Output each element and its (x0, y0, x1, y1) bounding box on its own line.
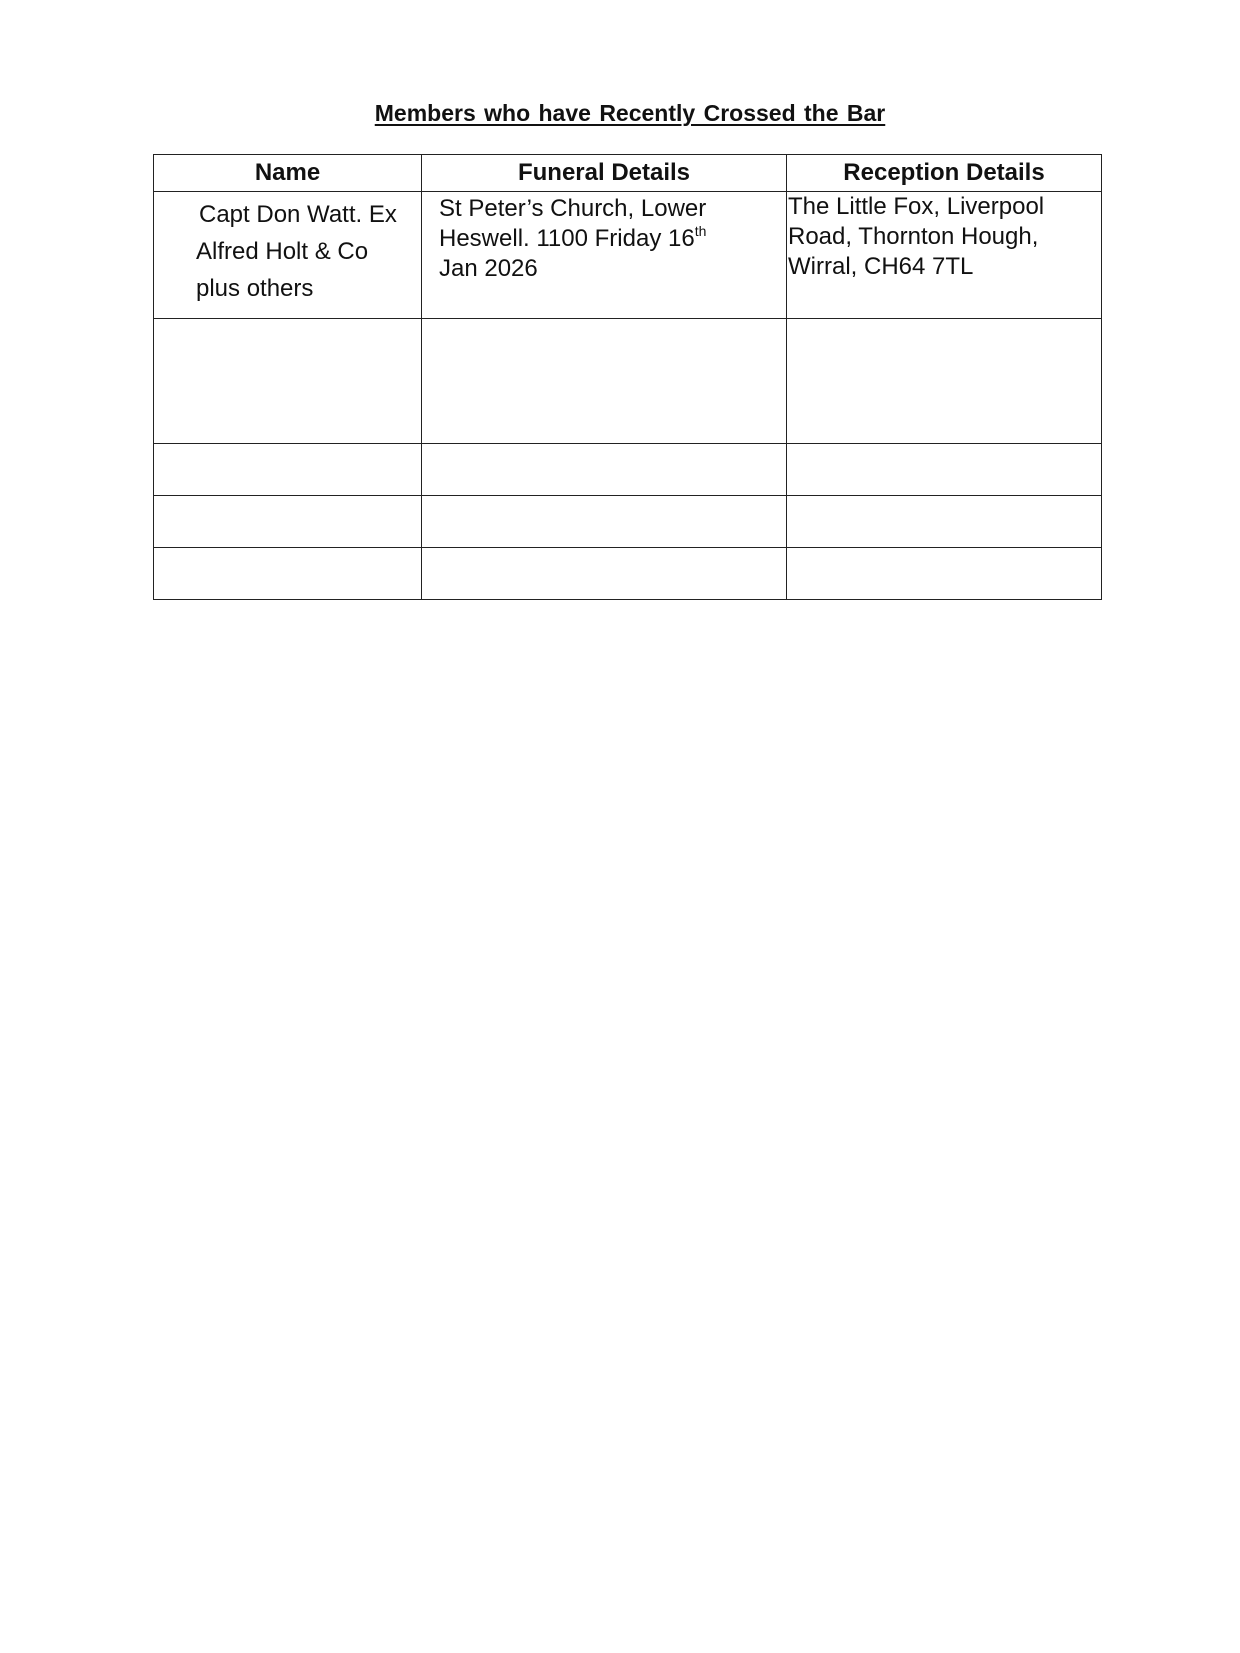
empty-cell (422, 444, 787, 496)
empty-cell (787, 496, 1102, 548)
ordinal-suffix: th (694, 223, 707, 239)
reception-line: Road, Thornton Hough, (788, 223, 1039, 250)
empty-cell (154, 548, 422, 600)
name-line: Capt Don Watt. Ex (199, 201, 397, 228)
column-header-funeral-details: Funeral Details (422, 155, 787, 192)
funeral-line: Jan 2026 (439, 255, 538, 282)
name-cell (154, 192, 422, 319)
empty-cell (154, 496, 422, 548)
table-row-empty (154, 548, 1102, 600)
page-title: Members who have Recently Crossed the Bar (374, 100, 886, 126)
funeral-details-cell (422, 192, 787, 319)
empty-cell (422, 319, 787, 444)
empty-cell (787, 444, 1102, 496)
name-line: plus others (196, 275, 314, 302)
funeral-line (439, 224, 778, 254)
reception-line: The Little Fox, Liverpool (788, 193, 1045, 220)
table-row (154, 192, 1102, 319)
table-header-row (154, 155, 1102, 192)
column-header-reception-details: Reception Details (787, 155, 1102, 192)
table-row-empty (154, 444, 1102, 496)
empty-cell (422, 548, 787, 600)
reception-details-cell (787, 192, 1102, 319)
empty-cell (154, 319, 422, 444)
funeral-date-text: Heswell. 1100 Friday 16 (439, 225, 695, 252)
reception-line: Wirral, CH64 7TL (788, 253, 974, 280)
column-header-name: Name (154, 155, 422, 192)
table-row-empty (154, 319, 1102, 444)
members-table (153, 154, 1102, 600)
funeral-line: St Peter’s Church, Lower (439, 195, 707, 222)
empty-cell (787, 319, 1102, 444)
name-line: Alfred Holt & Co (196, 238, 369, 265)
table-row-empty (154, 496, 1102, 548)
empty-cell (787, 548, 1102, 600)
empty-cell (422, 496, 787, 548)
empty-cell (154, 444, 422, 496)
